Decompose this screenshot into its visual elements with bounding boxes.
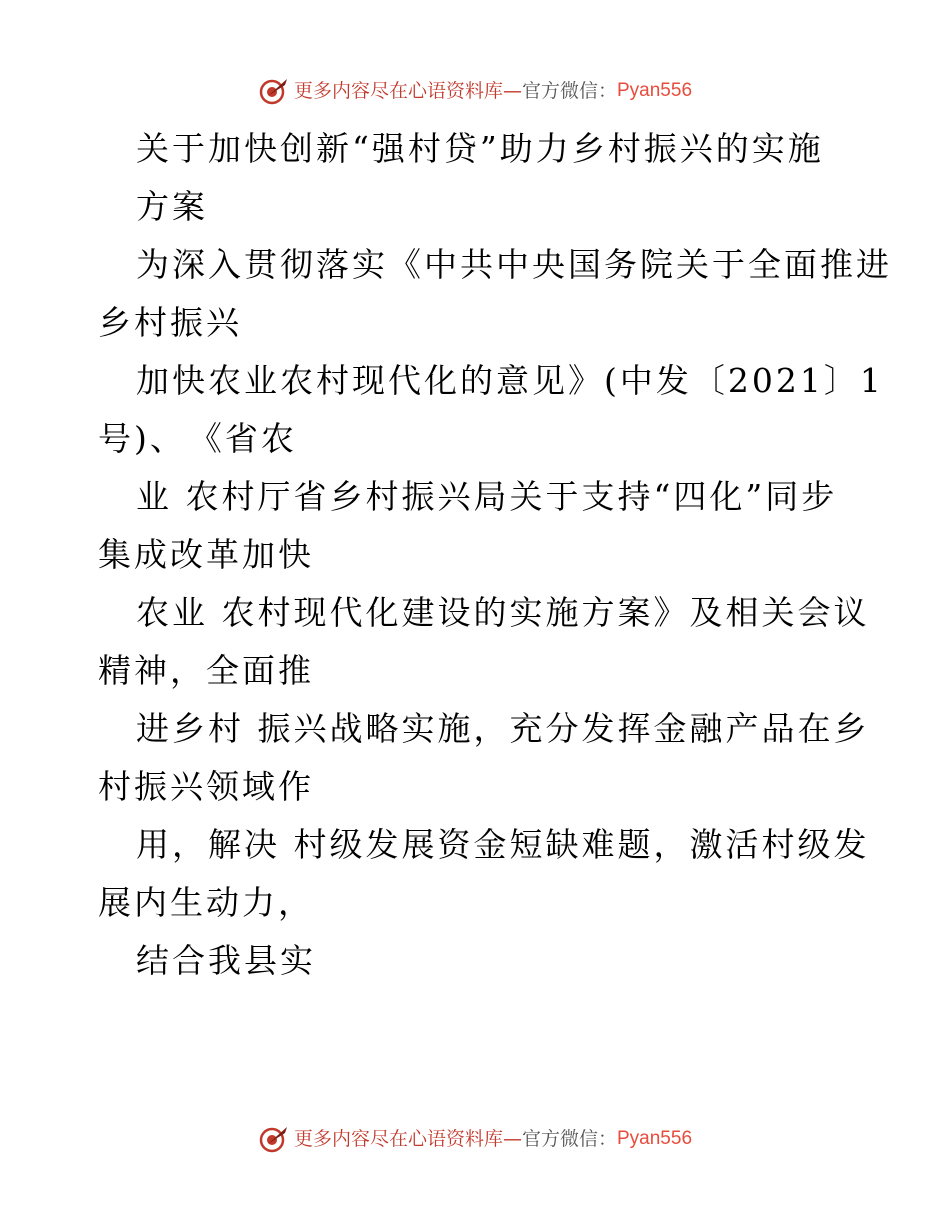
- body-line: 农业 农村现代化建设的实施方案》及相关会议: [136, 593, 870, 632]
- banner-dash: —: [502, 1128, 522, 1150]
- header-banner: [0, 76, 950, 106]
- banner-wechat-label: 官方微信：: [521, 80, 617, 102]
- body-line: 号)、 《省农: [98, 419, 297, 458]
- banner-wechat-label: 官方微信：: [521, 1128, 617, 1150]
- body-line: 展内生动力，: [98, 883, 314, 922]
- document-body: [98, 120, 892, 990]
- title-line-2: 方案: [136, 187, 208, 226]
- body-line: 进乡村 振兴战略实施，充分发挥金融产品在乡: [136, 709, 870, 748]
- quill-logo-icon: [258, 76, 290, 106]
- title-line-1: 关于加快创新“强村贷”助力乡村振兴的实施: [136, 129, 824, 168]
- body-line: 村振兴领域作: [98, 767, 314, 806]
- banner-lead-text: 更多内容尽在心语资料库: [293, 80, 503, 102]
- banner-dash: —: [502, 80, 522, 102]
- body-line: 结合我县实: [136, 941, 316, 980]
- body-line: 用，解决 村级发展资金短缺难题，激活村级发: [136, 825, 870, 864]
- banner-account: Pyan556: [617, 1128, 693, 1149]
- footer-banner: [0, 1124, 950, 1154]
- body-line: 加快农业农村现代化的意见》(中发〔2021〕1: [136, 361, 884, 400]
- body-line: 乡村振兴: [98, 303, 242, 342]
- body-line: 为深入贯彻落实《中共中央国务院关于全面推进: [136, 245, 892, 284]
- banner-account: Pyan556: [617, 80, 693, 101]
- body-line: 业 农村厅省乡村振兴局关于支持“四化”同步: [136, 477, 838, 516]
- body-line: 集成改革加快: [98, 535, 314, 574]
- quill-logo-icon: [258, 1124, 290, 1154]
- body-line: 精神，全面推: [98, 651, 314, 690]
- banner-lead-text: 更多内容尽在心语资料库: [293, 1128, 503, 1150]
